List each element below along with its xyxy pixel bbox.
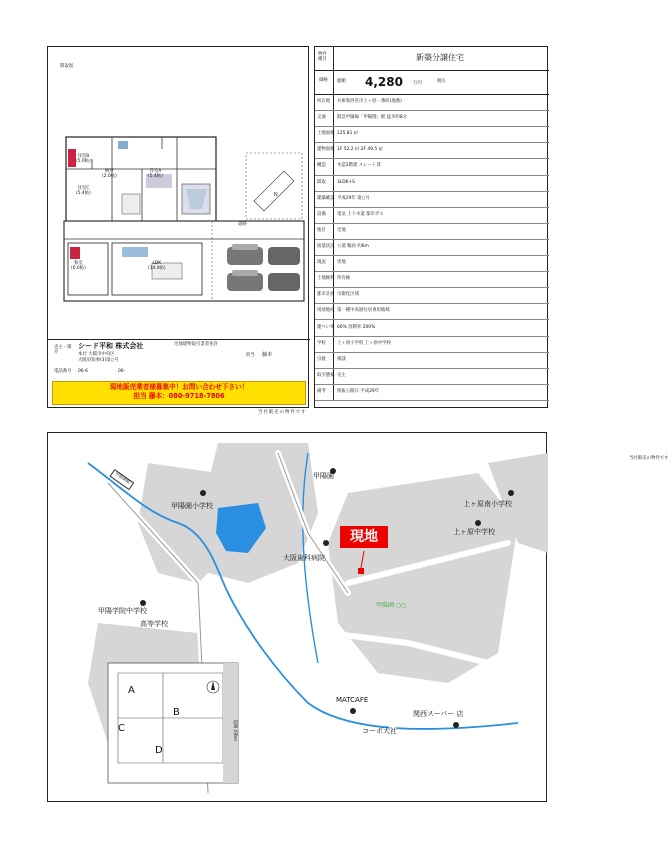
- room-label-2f-3: 洋室A (5.4帖): [148, 169, 163, 179]
- contact-name: 藤本: [262, 352, 273, 358]
- spec-row-value: 60% 容積率 200%: [337, 324, 376, 330]
- map-label-school5: 高等学校: [140, 620, 168, 628]
- room-label-2f-2: 納戸 (2.0帖): [102, 169, 117, 179]
- spec-row: [315, 192, 549, 208]
- spec-row: [315, 111, 549, 127]
- map-label-school2: 上ヶ原南小学校: [463, 500, 512, 508]
- spec-caption: 当社販売の物件です: [629, 456, 669, 461]
- spec-row-label: 建物面積: [317, 147, 335, 153]
- spec-row-value: 相談: [337, 356, 346, 362]
- spec-row-label: 引渡: [317, 356, 326, 362]
- room-label-2f-4: 洋室C (5.4帖): [76, 186, 91, 196]
- spec-row: [315, 224, 549, 240]
- spec-title: 新築分譲住宅: [416, 53, 464, 62]
- road-label: 道路: [238, 222, 247, 227]
- plot-label-d: D: [155, 745, 163, 756]
- plot-road-label: 道路 約6m: [232, 719, 238, 742]
- spec-row-label: 都市計画: [317, 292, 335, 298]
- spec-row: [315, 304, 549, 320]
- spec-row: [315, 95, 549, 111]
- spec-row: [315, 208, 549, 224]
- price-unit: 万円: [413, 81, 422, 86]
- price-tax: 税込: [437, 79, 446, 84]
- map-panel: [47, 432, 547, 802]
- map-label-school1: 甲陽園小学校: [171, 502, 213, 510]
- map-label-coop: コーポ大社: [362, 727, 397, 735]
- map-label-cafe: MATCAFE: [336, 696, 369, 704]
- room-label-2f-1: 洋室B (5.0帖): [76, 154, 91, 164]
- site-diagram: [244, 151, 304, 221]
- spec-row-label: 備考: [317, 388, 326, 394]
- map-label-hospital: 大阪歯科病院: [283, 554, 325, 562]
- spec-row-value: 市街化区域: [337, 292, 359, 298]
- company-name: シード平和 株式会社: [78, 342, 144, 350]
- header-side: 物件種目: [318, 52, 327, 62]
- spec-row: [315, 256, 549, 272]
- price-sub: 総額: [337, 79, 346, 84]
- contact-label: 担当: [246, 353, 255, 358]
- map-label-station-tag: 甲陽園駅: [110, 469, 134, 490]
- spec-row-value: 更地: [337, 260, 346, 266]
- spec-row: [315, 272, 549, 288]
- company-phone: 06-6: [78, 369, 88, 374]
- spec-row: [315, 385, 549, 401]
- site-marker-label: 現地: [340, 526, 388, 548]
- floor-plan-1f: [62, 219, 306, 303]
- spec-row-label: 設備: [317, 211, 326, 217]
- spec-row-value: 売主: [337, 372, 346, 378]
- company-block: [48, 339, 310, 381]
- company-line1: 本社 大阪市中央区: [78, 352, 115, 357]
- spec-row-value: 情報公開日 平成29年: [337, 388, 380, 394]
- map-label-school3: 上ヶ原中学校: [453, 528, 495, 536]
- company-phone-label: 電話番号: [54, 369, 72, 374]
- spec-caption-under: 当社販売の物件です: [258, 410, 307, 415]
- plot-label-c: C: [118, 723, 125, 734]
- spec-row-label: 土地面積: [317, 131, 335, 137]
- corner-label: 間取図: [60, 64, 74, 69]
- spec-row-label: 用途地域: [317, 308, 335, 314]
- spec-row-value: 阪急甲陽線「甲陽園」駅 徒歩約8分: [337, 115, 408, 121]
- spec-row-label: 学校: [317, 340, 326, 346]
- spec-row-label: 現況: [317, 260, 326, 266]
- room-label-1f-2: LDK (14.0帖): [148, 261, 166, 271]
- map-label-super: 関西スーパー 店: [413, 710, 464, 718]
- spec-row-value: 所有権: [337, 276, 351, 282]
- plot-label-b: B: [173, 707, 180, 718]
- spec-row-value: 第一種中高層住居専用地域: [337, 308, 390, 314]
- price-label: 価格: [319, 78, 328, 83]
- company-line2: 大阪府知事(3)第○号: [78, 358, 119, 363]
- spec-row-value: 木造2階建 スレート葺: [337, 163, 381, 169]
- spec-row-value: 1F 52.2 ㎡ 2F 49.5 ㎡: [337, 147, 383, 153]
- banner-line1: 現地販売業者様募集中！お問い合わせ下さい！: [109, 383, 249, 391]
- spec-row-label: 土地権利: [317, 276, 335, 282]
- spec-row-value: 宅地: [337, 227, 346, 233]
- spec-row: [315, 176, 549, 192]
- spec-row-label: 取引態様: [317, 372, 335, 378]
- spec-row-label: 建築確認: [317, 195, 335, 201]
- spec-row-label: 構造: [317, 163, 326, 169]
- svg-text:N: N: [274, 192, 278, 198]
- spec-row-value: 電気 上下水道 都市ガス: [337, 211, 384, 217]
- spec-row: [315, 240, 549, 256]
- spec-row-label: 接道状況: [317, 243, 335, 249]
- spec-row: [315, 127, 549, 143]
- spec-sheet: [314, 46, 669, 461]
- spec-row: [315, 337, 549, 353]
- company-fax: 06-: [118, 369, 126, 374]
- spec-rows: [315, 95, 549, 401]
- spec-row: [315, 288, 549, 304]
- spec-row: [315, 353, 549, 369]
- spec-row-label: 建ぺい率: [317, 324, 335, 330]
- spec-row: [315, 369, 549, 385]
- spec-row-value: 公道 幅員 約6m: [337, 243, 369, 249]
- spec-row: [315, 320, 549, 336]
- spec-row-value: 125.81 ㎡: [337, 131, 359, 137]
- spec-row-label: 間取: [317, 179, 326, 185]
- spec-row-value: 兵庫県西宮市上ヶ原一番町(地番): [337, 99, 402, 105]
- map-label-station: 甲陽園: [313, 472, 334, 480]
- spec-row-label: 所在地: [317, 99, 331, 105]
- spec-row-value: 上ヶ原小学校 上ヶ原中学校: [337, 340, 392, 346]
- floor-plan-panel: [47, 46, 309, 408]
- room-label-1f-1: 和室 (6.0帖): [71, 261, 86, 271]
- spec-row-label: 地目: [317, 227, 326, 233]
- banner: [52, 381, 306, 405]
- area-map: [48, 433, 548, 803]
- price-value: 4,280: [365, 75, 403, 89]
- spec-row: [315, 159, 549, 175]
- spec-row-value: 平成29年 第○号: [337, 195, 370, 201]
- map-label-school4: 甲陽学院中学校: [98, 607, 147, 615]
- spec-header: [315, 47, 549, 71]
- price-row: [315, 71, 549, 95]
- map-label-place1: 甲陽園 ○○: [376, 602, 407, 609]
- spec-row-value: 3LDK+S: [337, 179, 355, 185]
- company-role: 売主・媒介: [54, 345, 72, 355]
- spec-row-label: 交通: [317, 115, 326, 121]
- banner-line2: 担当 藤本：080-9718-7806: [133, 392, 225, 401]
- spec-row: [315, 143, 549, 159]
- plot-label-a: A: [128, 685, 135, 696]
- company-license: 宅地建物取引業者免許: [174, 342, 218, 347]
